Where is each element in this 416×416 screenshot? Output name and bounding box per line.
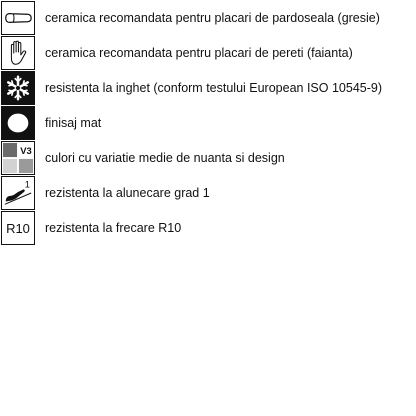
legend-item-frost	[0, 71, 416, 107]
legend-label: ceramica recomandata pentru placari de pardoseala (gresie)	[45, 11, 380, 25]
legend-item-friction	[0, 211, 416, 247]
snowflake-icon	[1, 71, 35, 105]
friction-rating-text: R10	[6, 220, 30, 236]
hand-icon	[1, 36, 35, 70]
legend-label: finisaj mat	[45, 116, 102, 130]
legend-item-shade	[0, 141, 416, 177]
legend-label: resistenta la inghet (conform testului European ISO 10545-9)	[45, 81, 382, 95]
slip-grade-text: 1	[24, 178, 31, 190]
legend-label: rezistenta la frecare R10	[45, 221, 182, 235]
legend-label: rezistenta la alunecare grad 1	[45, 186, 210, 200]
legend-label: culori cu variatie medie de nuanta si design	[45, 151, 285, 165]
slip-resistance-icon	[1, 176, 35, 210]
friction-rating-icon	[1, 211, 35, 245]
legend-item-floor	[0, 1, 416, 37]
matte-finish-icon	[1, 106, 35, 140]
legend-label: ceramica recomandata pentru placari de pereti (faianta)	[45, 46, 353, 60]
legend-item-slip	[0, 176, 416, 212]
legend-item-wall	[0, 36, 416, 72]
shade-variation-icon	[1, 141, 35, 175]
legend-item-matte	[0, 106, 416, 142]
shade-class-text: V3	[20, 145, 32, 157]
shoe-sole-icon	[1, 1, 35, 35]
